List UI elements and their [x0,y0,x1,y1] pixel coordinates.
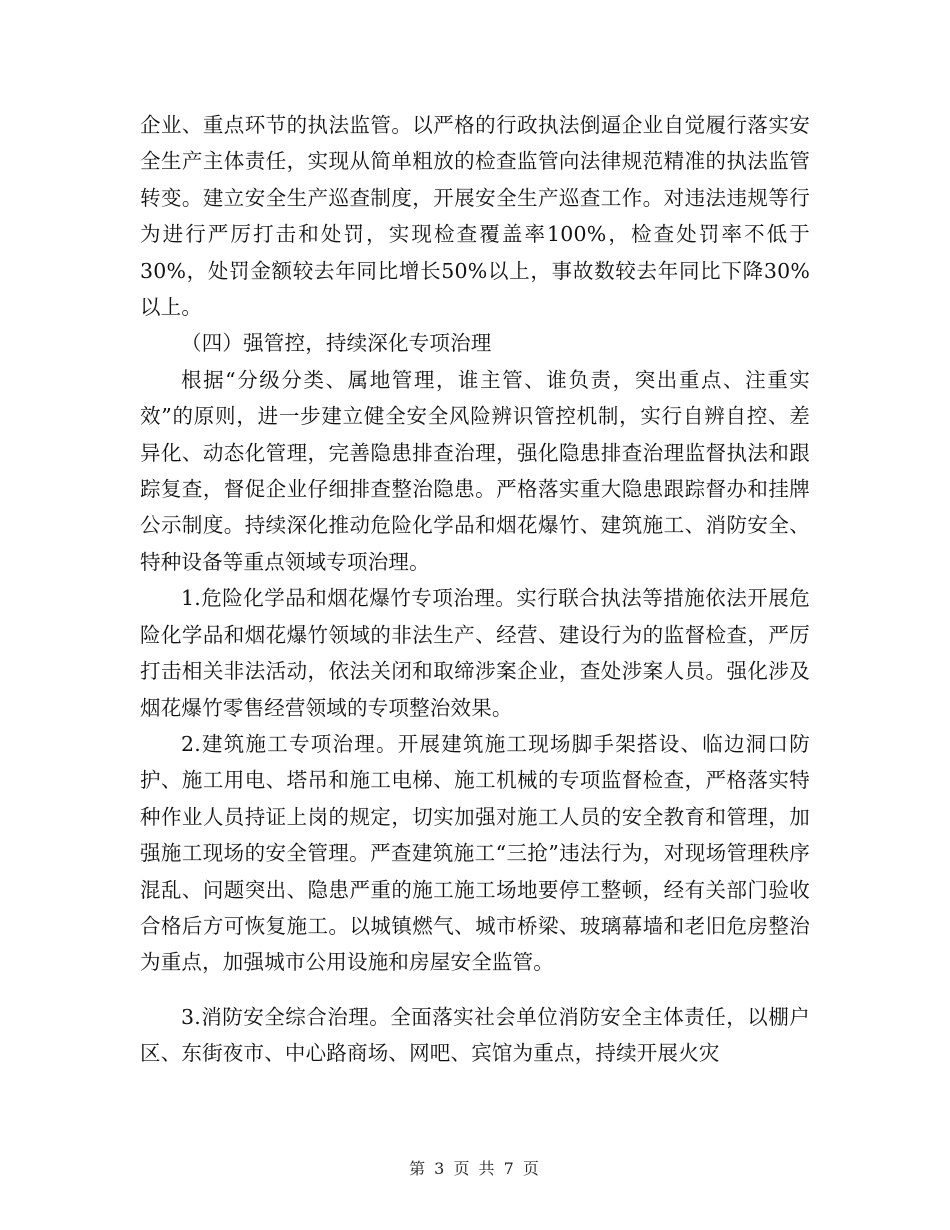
document-page [140,107,810,1072]
paragraph-fire-safety: 3.消防安全综合治理。全面落实社会单位消防安全主体责任，以棚户区、东街夜市、中心路商场、网吧、宾馆为重点，持续开展火灾 [140,1004,810,1066]
paragraph-construction: 2.建筑施工专项治理。开展建筑施工现场脚手架搭设、临边洞口防护、施工用电、塔吊和施工电梯、施工机械的专项监督检查，严格落实特种作业人员持证上岗的规定，切实加强对施工人员的安全教育和管理，加强施工现场的安全管理。严查建筑施工“三抢”违法行为，对现场管理秩序混乱、问题突出、隐患严重的施工施工场地要停工整顿，经有关部门验收合格后方可恢复施工。以城镇燃气、城市桥梁、玻璃幕墙和老旧危房整治为重点，加强城市公用设施和房屋安全监管。 [140,731,810,975]
page-number-footer: 第 3 页 共 7 页 [409,1159,541,1178]
paragraph-spacer [140,981,810,999]
paragraph-enforcement: 企业、重点环节的执法监管。以严格的行政执法倒逼企业自觉履行落实安全生产主体责任，实现从简单粗放的检查监管向法律规范精准的执法监管转变。建立安全生产巡查制度，开展安全生产巡查工作。对违法违规等行为进行严厉打击和处罚，实现检查覆盖率100%，检查处罚率不低于30%，处罚金额较去年同比增长50%以上，事故数较去年同比下降30%以上。 [140,113,810,320]
section-heading-four: （四）强管控，持续深化专项治理 [181,331,492,356]
paragraph-risk-control: 根据“分级分类、属地管理，谁主管、谁负责，突出重点、注重实效”的原则，进一步建立健全安全风险辨识管控机制，实行自辨自控、差异化、动态化管理，完善隐患排查治理，强化隐患排查治理监督执法和跟踪复查，督促企业仔细排查整治隐患。严格落实重大隐患跟踪督办和挂牌公示制度。持续深化推动危险化学品和烟花爆竹、建筑施工、消防安全、特种设备等重点领域专项治理。 [140,367,810,574]
paragraph-hazardous-chemicals: 1.危险化学品和烟花爆竹专项治理。实行联合执法等措施依法开展危险化学品和烟花爆竹领域的非法生产、经营、建设行为的监督检查，严厉打击相关非法活动，依法关闭和取缔涉案企业，查处涉案人员。强化涉及烟花爆竹零售经营领域的专项整治效果。 [140,586,810,720]
